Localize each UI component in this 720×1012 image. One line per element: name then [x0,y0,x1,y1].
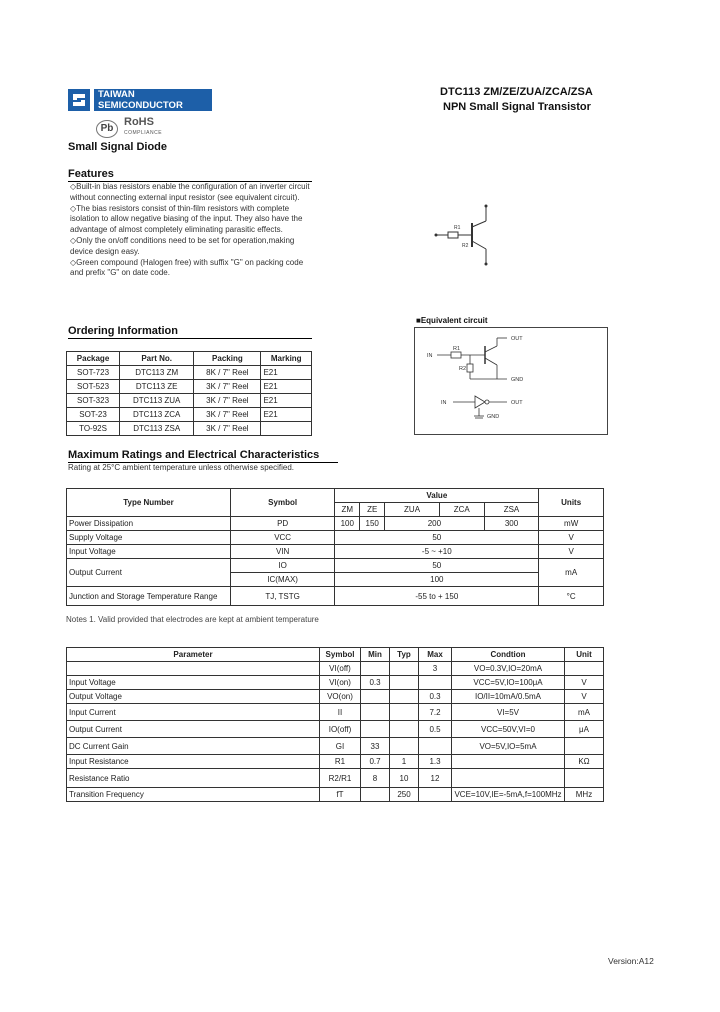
company-logo [68,89,212,111]
equivalent-circuit-box [414,327,608,435]
cell: 50 [335,559,539,573]
symbol-r1-label: R1 [454,225,461,231]
cell: 0.3 [361,676,390,690]
cell: -5 ~ +10 [335,545,539,559]
cell: VCC=5V,IO=100μA [452,676,565,690]
eq-gnd-label: GND [511,377,524,383]
col-min: Min [361,648,390,662]
part-number-title: DTC113 ZM/ZE/ZUA/ZCA/ZSA [440,86,593,98]
cell [67,662,320,676]
cell: 3K / 7" Reel [194,408,261,422]
col-marking: Marking [261,352,312,366]
rohs-label: RoHS [124,116,154,128]
cell: E21 [261,380,312,394]
logo-text [94,89,212,111]
cell [390,738,419,755]
table-row [67,531,604,545]
cell: ZCA [439,503,484,517]
eq-out-label: OUT [511,336,523,342]
cell: Input Voltage [67,676,320,690]
ordering-heading: Ordering Information [68,325,312,339]
cell: 1.3 [419,755,452,769]
logo-mark-icon [68,89,90,111]
eq-in-label: IN [427,353,433,359]
col-packing: Packing [194,352,261,366]
cell: GI [320,738,361,755]
part-description: NPN Small Signal Transistor [443,101,591,113]
cell: Resistance Ratio [67,769,320,788]
cell [565,769,604,788]
cell: SOT-723 [67,366,120,380]
cell [390,662,419,676]
cell: Output Current [67,559,231,587]
logo-line1: TAIWAN [98,89,135,100]
table-row [67,704,604,721]
cell: VCC=50V,VI=0 [452,721,565,738]
col-type: Type Number [67,489,231,517]
rohs-sub: COMPLIANCE [124,130,163,136]
transistor-symbol-icon [432,203,502,267]
electrical-table [66,647,604,802]
col-parameter: Parameter [67,648,320,662]
cell [361,721,390,738]
table-header-row [67,352,312,366]
cell: KΩ [565,755,604,769]
table-row [67,587,604,606]
cell: 8 [361,769,390,788]
col-part-no: Part No. [120,352,194,366]
col-symbol: Symbol [320,648,361,662]
table-header-row [67,648,604,662]
cell: 250 [390,788,419,802]
col-unit: Unit [565,648,604,662]
cell: 0.7 [361,755,390,769]
table-row [67,394,312,408]
table-row [67,559,604,573]
cell: 100 [335,517,360,531]
cell: DTC113 ZM [120,366,194,380]
col-value: Value [335,489,539,503]
col-max: Max [419,648,452,662]
symbol-r2-label: R2 [462,243,469,249]
feature-item: ◇Green compound (Halogen free) with suffix "G" on packing code and prefix "G" on date code. [70,257,304,278]
cell: 12 [419,769,452,788]
cell: SOT-323 [67,394,120,408]
cell: mW [539,517,604,531]
max-ratings-heading: Maximum Ratings and Electrical Characteristics [68,449,338,463]
max-ratings-table [66,488,604,606]
cell: Supply Voltage [67,531,231,545]
cell: DTC113 ZSA [120,422,194,436]
cell: MHz [565,788,604,802]
cell: VI=5V [452,704,565,721]
cell: 3K / 7" Reel [194,380,261,394]
eq-in-label-2: IN [441,400,447,406]
features-heading: Features [68,168,312,182]
notes-text: Notes 1. Valid provided that electrodes are kept at ambient temperature [66,615,319,624]
cell: Output Current [67,721,320,738]
col-symbol: Symbol [230,489,334,517]
cell [565,662,604,676]
feature-item: ◇The bias resistors consist of thin-film resistors with complete isolation to allow negative biasing of the input. They also have the advantage of almost completely eliminating parasitic effects. [70,203,303,235]
table-row [67,721,604,738]
cell [390,704,419,721]
cell: VCC [230,531,334,545]
cell: 3K / 7" Reel [194,422,261,436]
cell: 150 [360,517,385,531]
logo-line2: SEMICONDUCTOR [98,99,183,111]
cell: VO=5V,IO=5mA [452,738,565,755]
table-header-row [67,489,604,503]
cell: 200 [385,517,484,531]
cell: Input Current [67,704,320,721]
cell [361,662,390,676]
cell: DC Current Gain [67,738,320,755]
cell: DTC113 ZUA [120,394,194,408]
cell: PD [230,517,334,531]
cell [261,422,312,436]
feature-item: ◇Built-in bias resistors enable the configuration of an inverter circuit without connecting external input resistor (see equivalent circuit). [70,182,310,202]
equivalent-circuit-icon [415,328,607,434]
cell: TO-92S [67,422,120,436]
cell [361,704,390,721]
cell: IO/II=10mA/0.5mA [452,690,565,704]
cell: 100 [335,573,539,587]
cell: R1 [320,755,361,769]
cell: 0.3 [419,690,452,704]
cell: Junction and Storage Temperature Range [67,587,231,606]
eq-r2-label: R2 [459,366,467,372]
table-row [67,769,604,788]
table-row [67,676,604,690]
cell: ZM [335,503,360,517]
cell [565,738,604,755]
cell: SOT-523 [67,380,120,394]
cell: 7.2 [419,704,452,721]
rating-note: Rating at 25°C ambient temperature unless otherwise specified. [68,463,294,472]
table-row [67,408,312,422]
cell: 1 [390,755,419,769]
cell: V [565,676,604,690]
table-row [67,380,312,394]
cell [419,676,452,690]
eq-gnd-label-2: GND [487,414,500,420]
cell: VCE=10V,IE=-5mA,f=100MHz [452,788,565,802]
cell: V [565,690,604,704]
col-condition: Condtion [452,648,565,662]
cell: mA [539,559,604,587]
cell: -55 to + 150 [335,587,539,606]
cell [390,721,419,738]
cell: Transition Frequency [67,788,320,802]
table-row [67,545,604,559]
table-row [67,422,312,436]
cell [361,788,390,802]
cell: Input Voltage [67,545,231,559]
table-row [67,755,604,769]
cell: IO(off) [320,721,361,738]
cell: 0.5 [419,721,452,738]
cell: ZUA [385,503,440,517]
cell: IO [230,559,334,573]
cell: DTC113 ZCA [120,408,194,422]
col-package: Package [67,352,120,366]
features-list [70,182,315,279]
cell: Input Resistance [67,755,320,769]
cell: E21 [261,408,312,422]
table-row [67,788,604,802]
page-subtitle: Small Signal Diode [68,141,168,153]
table-row [67,738,604,755]
cell: DTC113 ZE [120,380,194,394]
cell: Output Voltage [67,690,320,704]
cell: μA [565,721,604,738]
table-row [67,517,604,531]
equivalent-circuit-heading: ■Equivalent circuit [416,316,488,325]
cell [419,738,452,755]
table-row [67,662,604,676]
cell: 8K / 7" Reel [194,366,261,380]
cell: II [320,704,361,721]
cell: 10 [390,769,419,788]
cell [419,788,452,802]
cell: 3 [419,662,452,676]
cell: V [539,545,604,559]
col-units: Units [539,489,604,517]
cell [390,690,419,704]
version-label: Version:A12 [608,956,654,966]
cell: VO(on) [320,690,361,704]
cell: 50 [335,531,539,545]
cell: ZE [360,503,385,517]
cell: °C [539,587,604,606]
cell: E21 [261,366,312,380]
eq-r1-label: R1 [453,346,461,352]
cell [390,676,419,690]
cell: mA [565,704,604,721]
cell: VIN [230,545,334,559]
cell [452,755,565,769]
cell: 33 [361,738,390,755]
cell: IC(MAX) [230,573,334,587]
cell: E21 [261,394,312,408]
rohs-badge [124,117,162,139]
pb-free-badge: Pb [96,120,118,138]
cell: Power Dissipation [67,517,231,531]
cell: fT [320,788,361,802]
feature-item: ◇Only the on/off conditions need to be set for operation,making device design easy. [70,235,295,256]
cell: VO=0.3V,IO=20mA [452,662,565,676]
cell: TJ, TSTG [230,587,334,606]
table-row [67,366,312,380]
ordering-table [66,351,312,436]
cell: R2/R1 [320,769,361,788]
cell: V [539,531,604,545]
cell: ZSA [484,503,539,517]
cell [452,769,565,788]
cell: 300 [484,517,539,531]
eq-out-label-2: OUT [511,400,523,406]
cell: VI(on) [320,676,361,690]
cell: VI(off) [320,662,361,676]
cell: 3K / 7" Reel [194,394,261,408]
cell [361,690,390,704]
col-typ: Typ [390,648,419,662]
table-row [67,690,604,704]
cell: SOT-23 [67,408,120,422]
